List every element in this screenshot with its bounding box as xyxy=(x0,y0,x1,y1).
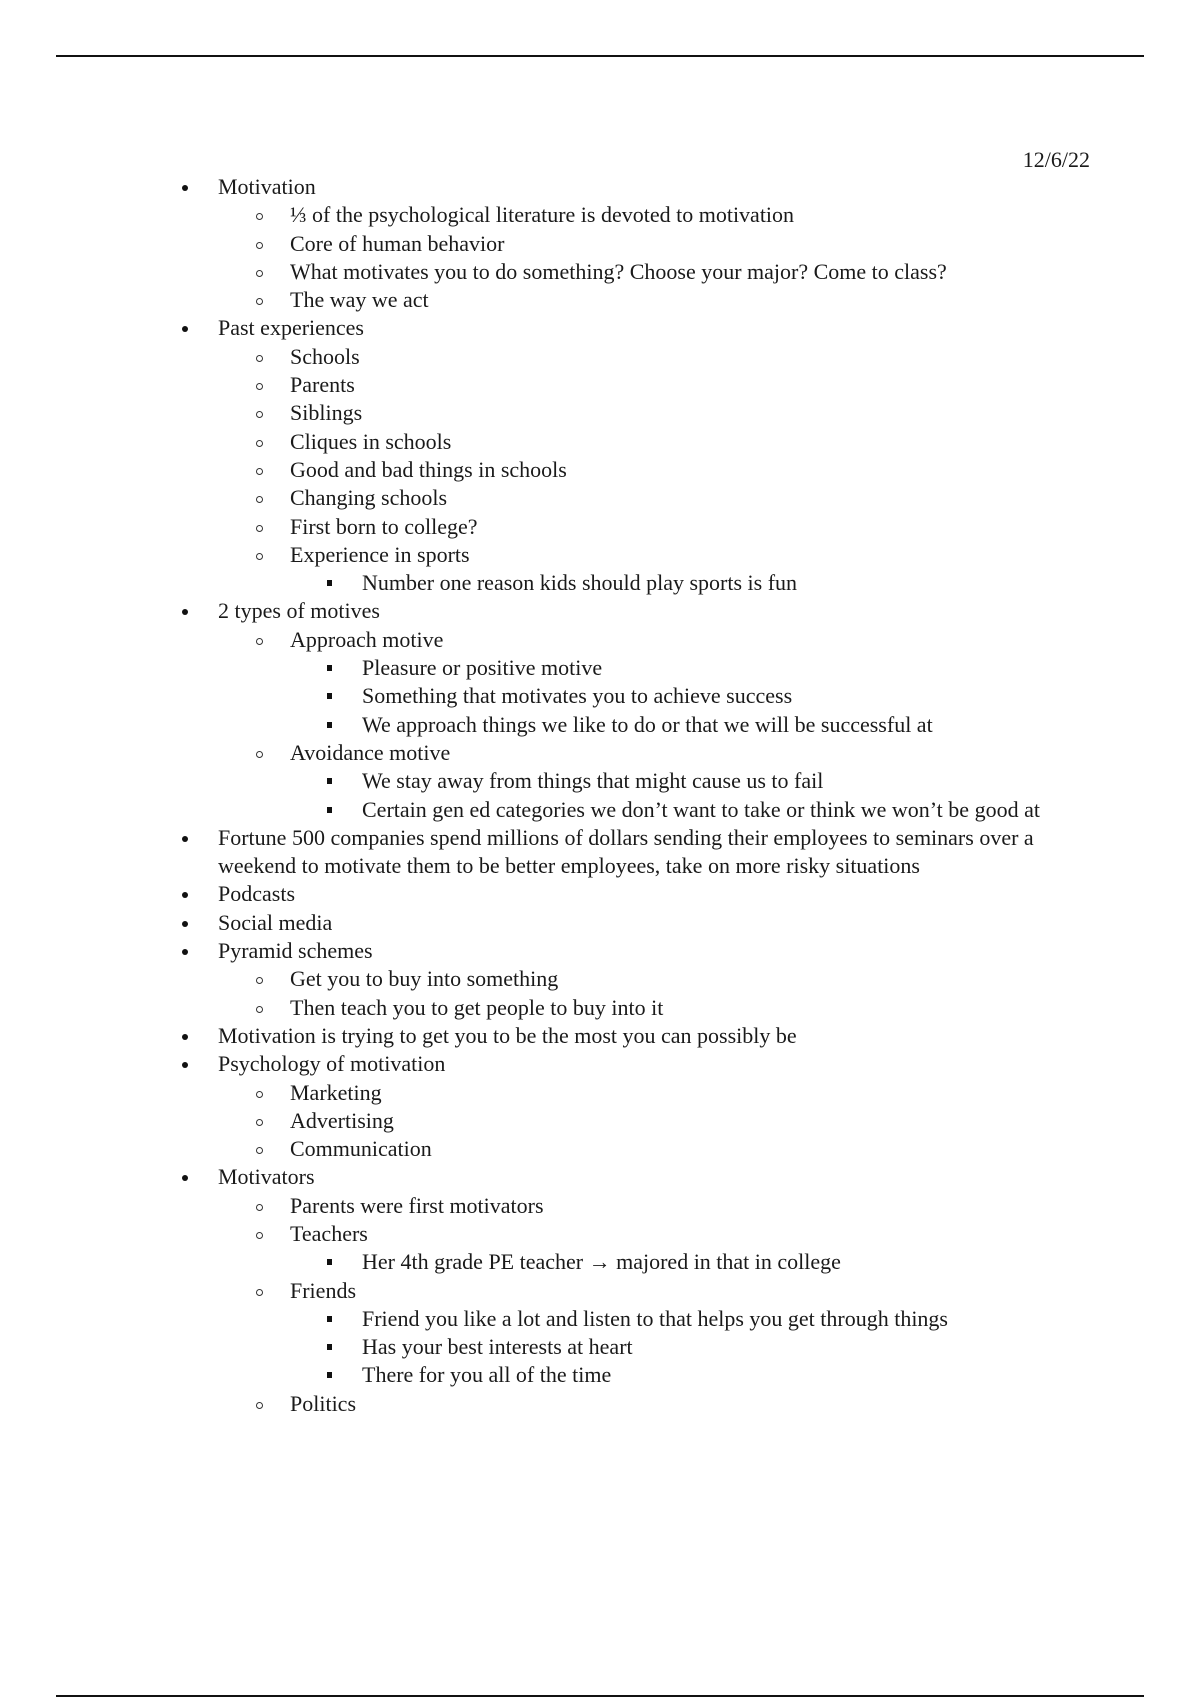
bullet-circle-icon xyxy=(256,1006,263,1013)
list-item xyxy=(218,456,1055,484)
list-item-text: Pyramid schemes xyxy=(218,938,373,964)
list-item-text: Parents xyxy=(290,372,355,398)
list-item xyxy=(290,1361,1055,1389)
list-item-text: Motivation is trying to get you to be the most you can possibly be xyxy=(218,1022,797,1048)
bullet-circle-icon xyxy=(256,298,263,305)
list-item-text: Advertising xyxy=(290,1107,394,1133)
list-item xyxy=(218,399,1055,427)
bullet-square-icon xyxy=(327,693,332,699)
list-item xyxy=(290,767,1055,795)
list-item-text: Motivation xyxy=(218,174,316,199)
list-item-text: First born to college? xyxy=(290,513,478,539)
list-item xyxy=(290,654,1055,682)
list-item-text: Cliques in schools xyxy=(290,428,452,454)
bullet-circle-icon xyxy=(256,638,263,645)
list-item-text: Experience in sports xyxy=(290,541,470,567)
bullet-dot-icon xyxy=(182,326,188,332)
bullet-list-level-2 xyxy=(218,1079,1055,1164)
header-rule xyxy=(56,55,1144,57)
bullet-square-icon xyxy=(327,665,332,671)
list-item xyxy=(218,1277,1055,1390)
bullet-circle-icon xyxy=(256,242,263,249)
note-date: 12/6/22 xyxy=(1022,147,1090,172)
list-item-text: Good and bad things in schools xyxy=(290,456,567,482)
list-item-text: Has your best interests at heart xyxy=(362,1334,633,1360)
list-item-text: Parents were first motivators xyxy=(290,1192,544,1218)
list-item xyxy=(218,1220,1055,1277)
bullet-circle-icon xyxy=(256,468,263,475)
bullet-circle-icon xyxy=(256,383,263,390)
list-item-text: Schools xyxy=(290,343,360,369)
list-item-text: Avoidance motive xyxy=(290,739,451,765)
list-item xyxy=(290,1333,1055,1361)
list-item xyxy=(218,965,1055,993)
bullet-list-level-2 xyxy=(218,1192,1055,1418)
list-item-text: Friends xyxy=(290,1277,356,1303)
bullet-circle-icon xyxy=(256,1119,263,1126)
bullet-list-level-2 xyxy=(218,343,1055,598)
bullet-list-level-2 xyxy=(218,965,1055,1022)
list-item xyxy=(218,230,1055,258)
bullet-circle-icon xyxy=(256,1289,263,1296)
notes-outline xyxy=(0,173,1200,1418)
list-item xyxy=(218,1079,1055,1107)
bullet-dot-icon xyxy=(182,1175,188,1181)
list-item-text: Core of human behavior xyxy=(290,230,505,256)
list-item-text: Certain gen ed categories we don’t want to take or think we won’t be good at xyxy=(362,796,1040,822)
list-item xyxy=(218,343,1055,371)
list-item-text: Psychology of motivation xyxy=(218,1051,446,1077)
list-item xyxy=(218,201,1055,229)
list-item-text: Number one reason kids should play sports is fun xyxy=(362,570,798,596)
list-item-text: Siblings xyxy=(290,400,363,426)
bullet-circle-icon xyxy=(256,496,263,503)
bullet-list-level-1 xyxy=(0,173,1200,1418)
list-item-text: There for you all of the time xyxy=(362,1362,612,1388)
list-item-text: 2 types of motives xyxy=(218,598,380,624)
list-item xyxy=(218,1135,1055,1163)
bullet-circle-icon xyxy=(256,1204,263,1211)
bullet-list-level-3 xyxy=(290,767,1055,824)
list-item-text: We approach things we like to do or that we will be successful at xyxy=(362,711,933,737)
list-item xyxy=(290,711,1055,739)
list-item-text: Friend you like a lot and listen to that helps you get through things xyxy=(362,1305,948,1331)
list-item-text: Get you to buy into something xyxy=(290,966,559,992)
list-item-text: ⅓ of the psychological literature is devoted to motivation xyxy=(290,202,795,228)
list-item xyxy=(218,626,1055,739)
list-item-text: Motivators xyxy=(218,1164,315,1190)
list-item xyxy=(218,994,1055,1022)
bullet-dot-icon xyxy=(182,836,188,842)
list-item-text: Her 4th grade PE teacher → majored in that in college xyxy=(362,1249,841,1275)
list-item-text: Something that motivates you to achieve success xyxy=(362,683,793,709)
list-item xyxy=(0,937,1200,1022)
list-item-text: Communication xyxy=(290,1136,432,1162)
bullet-circle-icon xyxy=(256,1147,263,1154)
footer-rule xyxy=(56,1695,1144,1697)
bullet-circle-icon xyxy=(256,440,263,447)
list-item-text: Changing schools xyxy=(290,485,448,511)
bullet-circle-icon xyxy=(256,1232,263,1239)
list-item xyxy=(290,682,1055,710)
bullet-dot-icon xyxy=(182,921,188,927)
bullet-circle-icon xyxy=(256,270,263,277)
list-item xyxy=(0,909,1200,937)
list-item-text: The way we act xyxy=(290,287,429,313)
list-item xyxy=(0,824,1200,881)
list-item xyxy=(218,371,1055,399)
list-item-text: We stay away from things that might cause us to fail xyxy=(362,768,824,794)
bullet-circle-icon xyxy=(256,553,263,560)
list-item xyxy=(290,1305,1055,1333)
bullet-dot-icon xyxy=(182,1062,188,1068)
list-item xyxy=(218,1192,1055,1220)
bullet-list-level-2 xyxy=(218,201,1055,314)
list-item xyxy=(290,1248,1055,1276)
list-item xyxy=(218,541,1055,598)
list-item xyxy=(218,286,1055,314)
list-item xyxy=(218,513,1055,541)
list-item-text: What motivates you to do something? Choose your major? Come to class? xyxy=(290,258,947,284)
list-item-text: Pleasure or positive motive xyxy=(362,655,603,681)
bullet-square-icon xyxy=(327,580,332,586)
bullet-circle-icon xyxy=(256,977,263,984)
bullet-circle-icon xyxy=(256,213,263,220)
bullet-dot-icon xyxy=(182,185,188,191)
list-item-text: Past experiences xyxy=(218,315,364,341)
bullet-square-icon xyxy=(327,722,332,728)
list-item xyxy=(290,569,1055,597)
bullet-circle-icon xyxy=(256,751,263,758)
list-item xyxy=(218,1390,1055,1418)
list-item xyxy=(0,1050,1200,1163)
list-item xyxy=(218,1107,1055,1135)
list-item xyxy=(0,1022,1200,1050)
bullet-dot-icon xyxy=(182,1034,188,1040)
list-item-text: Teachers xyxy=(290,1220,368,1246)
bullet-list-level-3 xyxy=(290,654,1055,739)
bullet-list-level-2 xyxy=(218,626,1055,824)
list-item xyxy=(218,484,1055,512)
bullet-square-icon xyxy=(327,1344,332,1350)
bullet-square-icon xyxy=(327,1372,332,1378)
list-item xyxy=(0,1163,1200,1418)
bullet-list-level-3 xyxy=(290,569,1055,597)
list-item-text: Then teach you to get people to buy into it xyxy=(290,994,664,1020)
bullet-circle-icon xyxy=(256,525,263,532)
bullet-square-icon xyxy=(327,778,332,784)
bullet-circle-icon xyxy=(256,1091,263,1098)
bullet-square-icon xyxy=(327,1316,332,1322)
bullet-list-level-3 xyxy=(290,1305,1055,1390)
bullet-circle-icon xyxy=(256,411,263,418)
list-item xyxy=(0,880,1200,908)
list-item-text: Podcasts xyxy=(218,881,295,907)
list-item xyxy=(218,428,1055,456)
bullet-list-level-3 xyxy=(290,1248,1055,1276)
bullet-square-icon xyxy=(327,807,332,813)
list-item-text: Fortune 500 companies spend millions of dollars sending their employees to seminars over a weekend to motivate them to be better employees, take on more risky situations xyxy=(218,824,1034,879)
list-item xyxy=(218,258,1055,286)
bullet-circle-icon xyxy=(256,355,263,362)
list-item-text: Marketing xyxy=(290,1079,382,1105)
list-item xyxy=(0,314,1200,597)
bullet-dot-icon xyxy=(182,949,188,955)
list-item-text: Politics xyxy=(290,1390,357,1416)
list-item-text: Approach motive xyxy=(290,626,444,652)
list-item xyxy=(0,173,1200,314)
bullet-dot-icon xyxy=(182,609,188,615)
list-item xyxy=(218,739,1055,824)
list-item-text: Social media xyxy=(218,909,333,935)
list-item xyxy=(0,597,1200,823)
bullet-square-icon xyxy=(327,1259,332,1265)
bullet-dot-icon xyxy=(182,892,188,898)
list-item xyxy=(290,796,1055,824)
bullet-circle-icon xyxy=(256,1402,263,1409)
